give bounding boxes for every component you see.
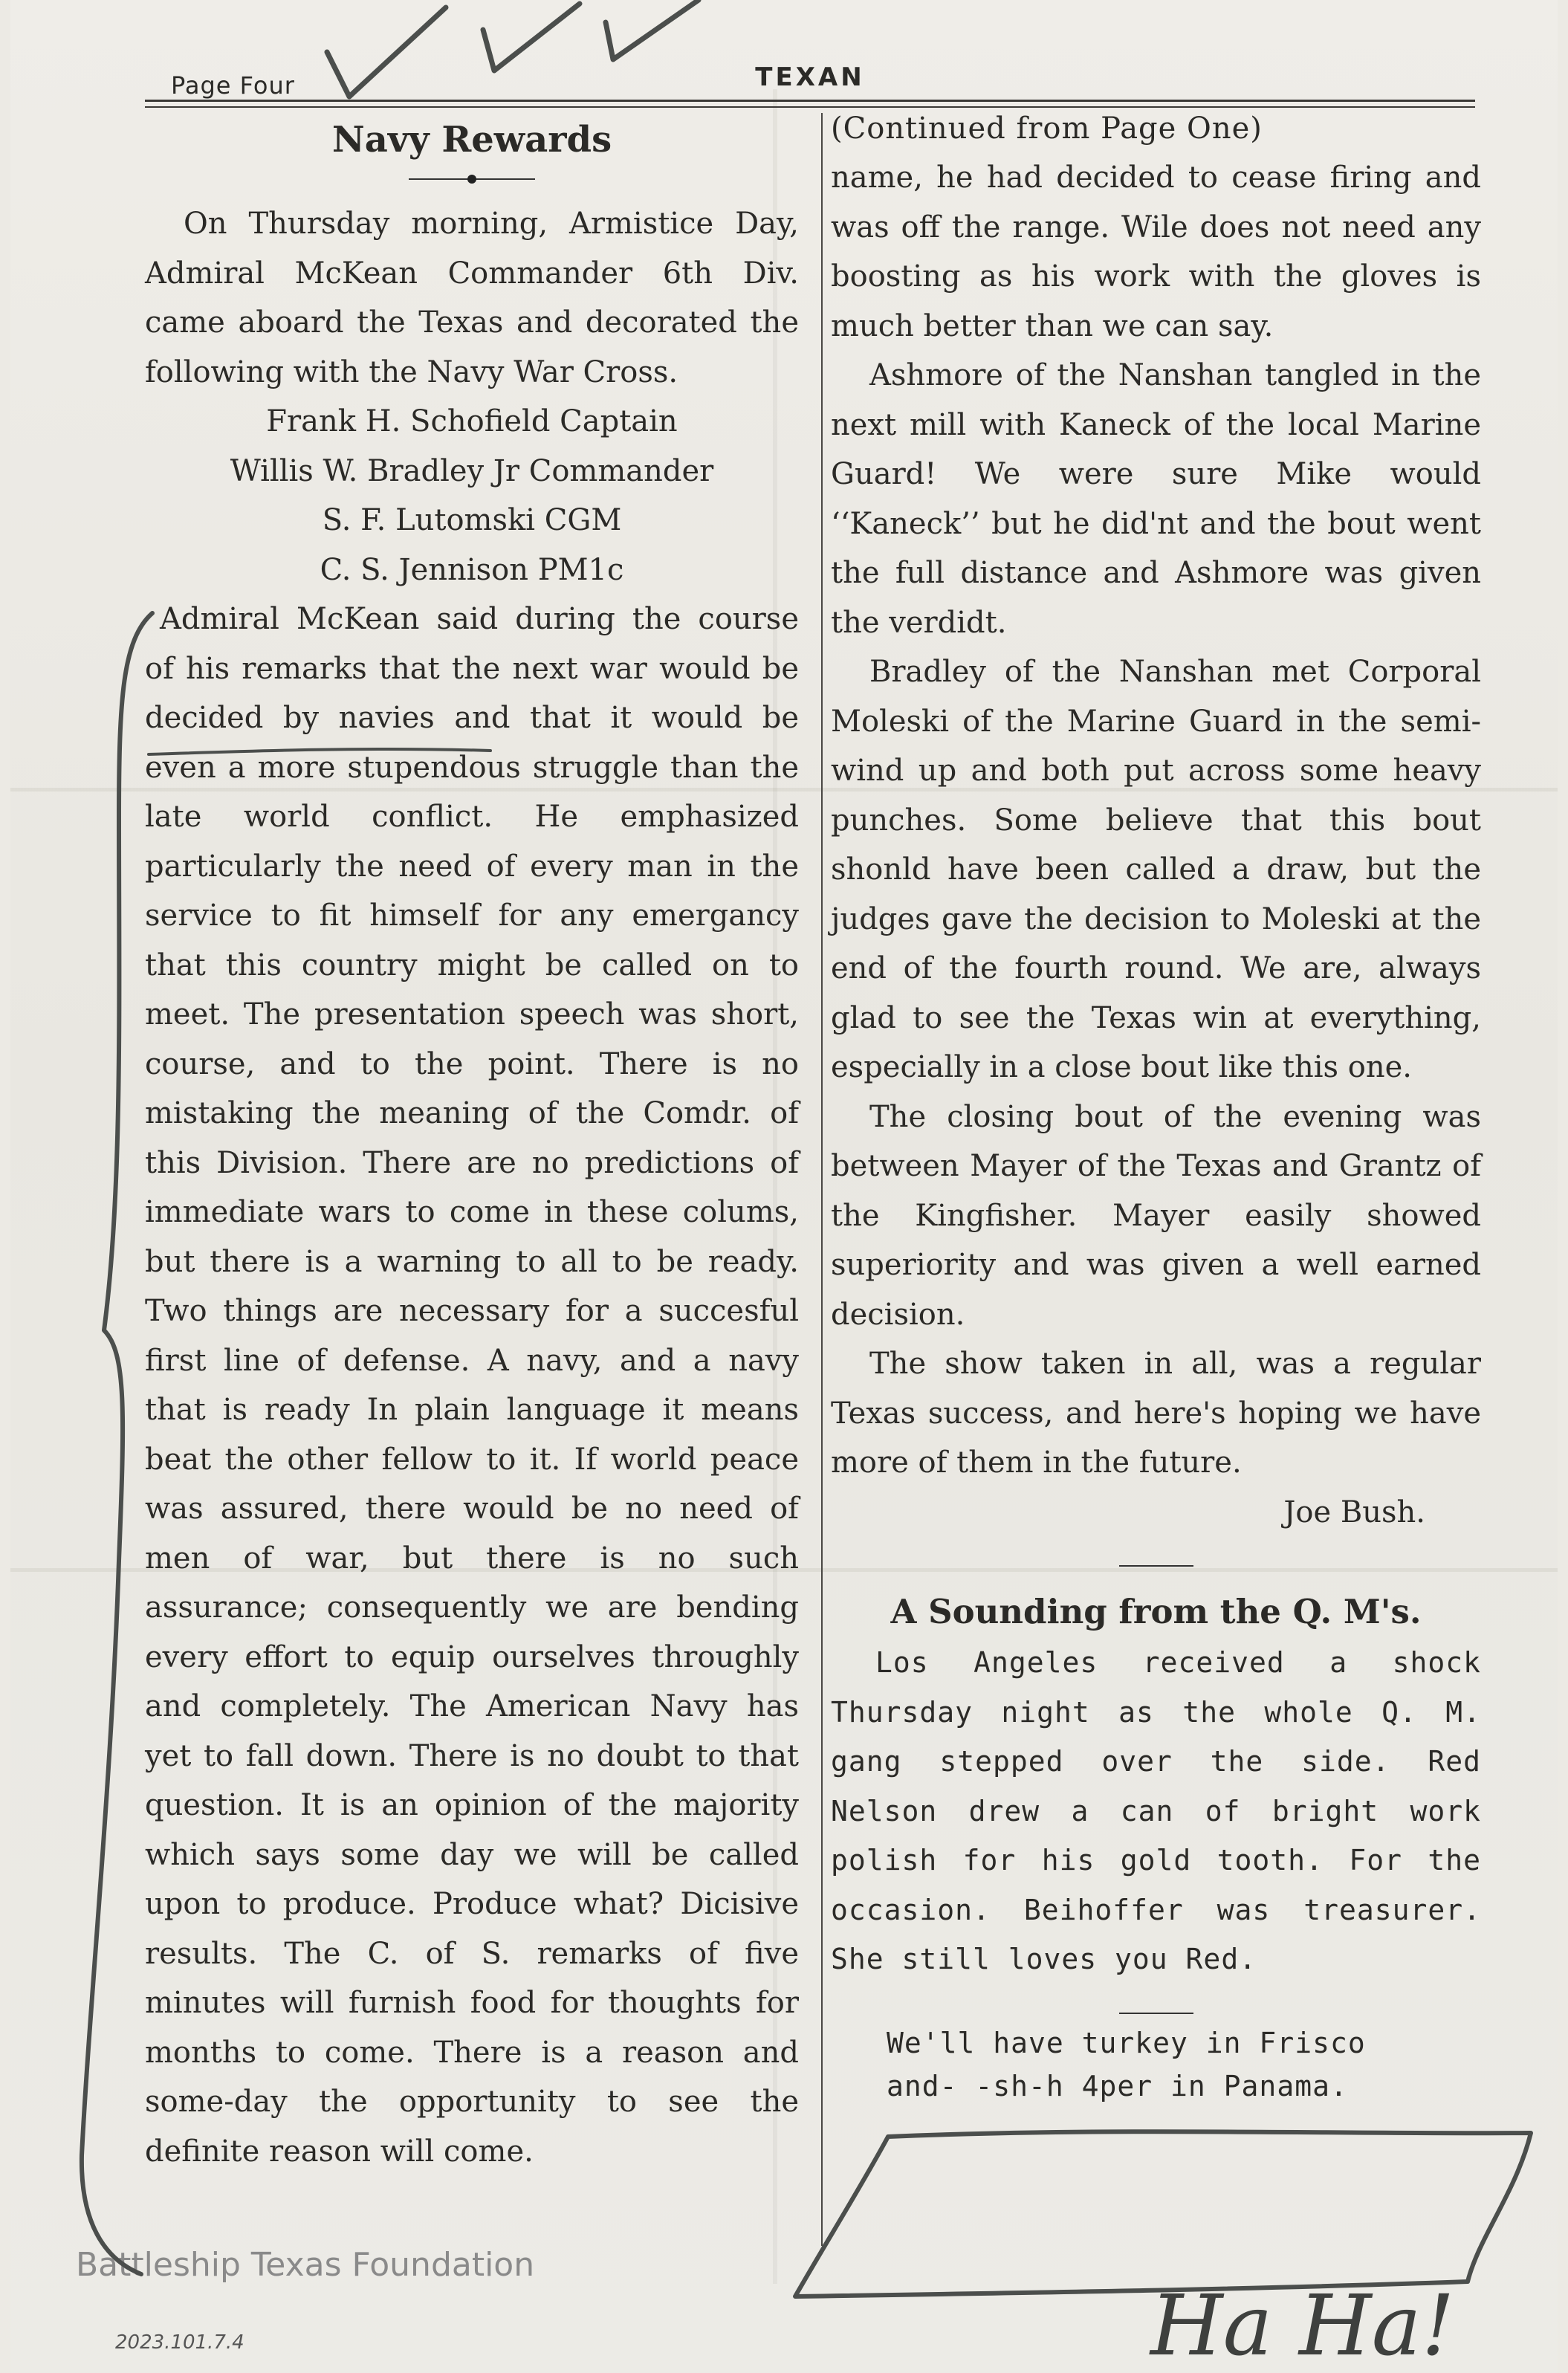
honoree: Frank H. Schofield Captain bbox=[266, 404, 678, 438]
column-divider bbox=[821, 113, 823, 2246]
page-number-label: Page Four bbox=[171, 71, 295, 100]
article-body: Admiral McKean said during the course of his remarks that the next war would be decided by navies and that it would be even a more stupendous struggle than the late world conflict. He emphasized particularly the need of every man in the service to fit himself for any emergancy that this country might be called on to meet. The presentation speech was short, course, and to the point. There is no mistaking the meaning of the Comdr. of this Division. There are no predictions of immediate wars to come in these colums, but there is a warning to all to be ready. Two things are necessary for a succesful first line of defense. A navy, and a navy that is ready In plain language it means beat the other fellow to it. If world peace was assured, there would be no need of men of war, but there is no such assurance; consequently we are bending every effort to equip ourselves throughly and completely. The American Navy has yet to fall down. There is no doubt to that question. It is an opinion of the majority which says some day we will be called upon to produce. Produce what? Dicisive results. The C. of S. remarks of five minutes will furnish food for thoughts for months to come. There is a reason and some-day the opportunity to see the definite reason will come. bbox=[145, 602, 799, 2169]
joke-line: We'll have turkey in Frisco bbox=[887, 2026, 1366, 2059]
signature: Joe Bush. bbox=[1283, 1495, 1425, 1529]
paragraph: name, he had decided to cease firing and was off the range. Wile does not need any boosting as his work with the gloves is much better than we can say. bbox=[831, 161, 1481, 343]
right-column bbox=[831, 104, 1481, 2108]
paragraph: The closing bout of the evening was between Mayer of the Texas and Grantz of the Kingfisher. Mayer easily showed superiority and was given a well earned decision. bbox=[831, 1099, 1481, 1332]
section-divider bbox=[831, 1984, 1481, 2014]
section-title: A Sounding from the Q. M's. bbox=[890, 1592, 1422, 1631]
honoree: Willis W. Bradley Jr Commander bbox=[230, 453, 714, 488]
accession-number: 2023.101.7.4 bbox=[115, 2331, 244, 2354]
section-body: Los Angeles received a shock Thursday night as the whole Q. M. gang stepped over the side. Red Nelson drew a can of bright work polish for his gold tooth. For the occasion. Beihoffer was treasurer. She still loves you Red. bbox=[831, 1646, 1481, 1975]
article-intro: On Thursday morning, Armistice Day, Admiral McKean Commander 6th Div. came aboard the Texas and decorated the following with the Navy War Cross. bbox=[145, 207, 799, 389]
title-ornament bbox=[145, 161, 799, 199]
section-divider bbox=[831, 1537, 1481, 1586]
paragraph: Bradley of the Nanshan met Corporal Moleski of the Marine Guard in the semi-wind up and both put across some heavy punches. Some believe that this bout shonld have been called a draw, but the judges gave the decision to Moleski at the end of the fourth round. We are, always glad to see the Texas win at everything, especially in a close bout like this one. bbox=[831, 655, 1481, 1084]
paragraph: The show taken in all, was a regular Texas success, and here's hoping we have more of them in the future. bbox=[831, 1347, 1481, 1480]
joke-line: and- -sh-h 4per in Panama. bbox=[887, 2069, 1348, 2102]
paragraph: Ashmore of the Nanshan tangled in the next mill with Kaneck of the local Marine Guard! We were sure Mike would ‘‘Kaneck’’ but he did'nt and the bout went the full distance and Ashmore was given the verdidt. bbox=[831, 358, 1481, 640]
page-header bbox=[145, 62, 1475, 109]
header-rule bbox=[145, 100, 1475, 102]
article-title: Navy Rewards bbox=[331, 119, 612, 161]
handwritten-note: Ha Ha! bbox=[1150, 2278, 1455, 2373]
left-column bbox=[145, 104, 799, 2176]
masthead: TEXAN bbox=[755, 62, 865, 92]
watermark: Battleship Texas Foundation bbox=[76, 2246, 535, 2284]
continued-note: (Continued from Page One) bbox=[831, 111, 1263, 146]
honoree: S. F. Lutomski CGM bbox=[322, 503, 622, 537]
honoree: C. S. Jennison PM1c bbox=[320, 552, 624, 587]
